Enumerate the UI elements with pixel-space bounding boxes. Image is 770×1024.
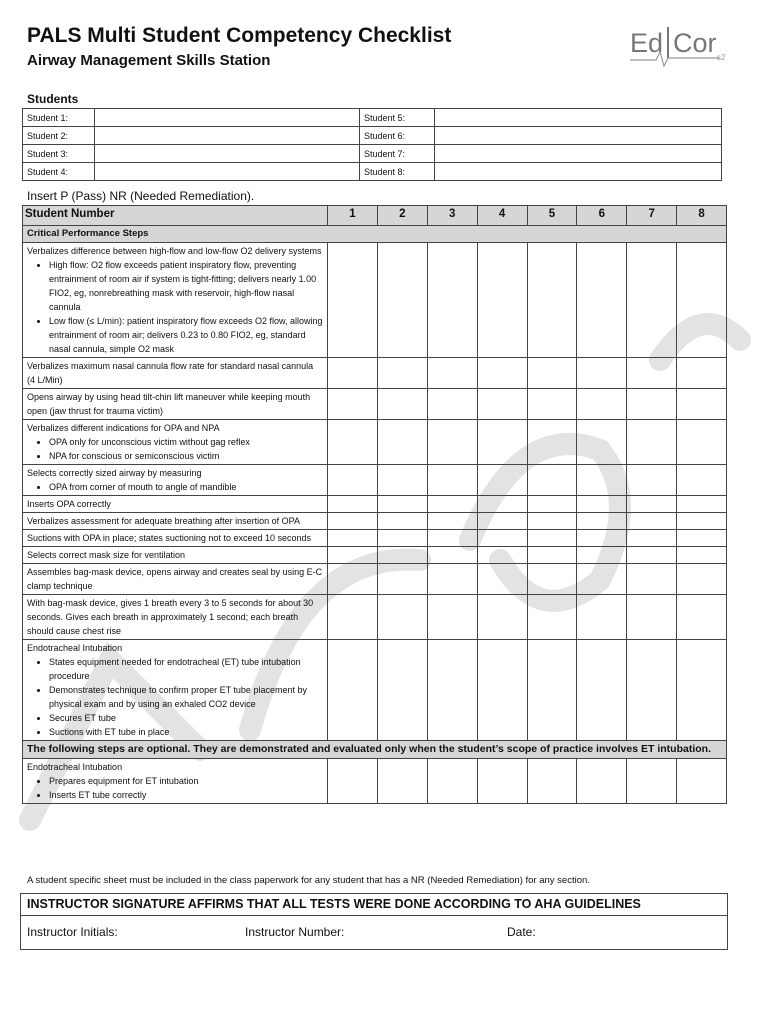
grade-cell[interactable]	[577, 358, 627, 389]
grade-cell[interactable]	[477, 564, 527, 595]
page-subtitle: Airway Management Skills Station	[27, 52, 271, 69]
step-text: Verbalizes maximum nasal cannula flow rate for standard nasal cannula (4 L/Min)	[27, 361, 314, 385]
student-column-header: 1	[328, 206, 378, 226]
grade-cell[interactable]	[427, 640, 477, 741]
checklist-step-row	[23, 243, 727, 358]
grade-cell[interactable]	[427, 389, 477, 420]
grade-cell[interactable]	[677, 358, 727, 389]
grade-cell[interactable]	[577, 547, 627, 564]
instructor-number-field[interactable]: Instructor Number:	[245, 925, 345, 939]
grade-cell[interactable]	[328, 358, 378, 389]
students-row	[23, 163, 722, 181]
page-title: PALS Multi Student Competency Checklist	[27, 24, 452, 47]
step-bullet: • States equipment needed for endotracheal (ET) tube intubation procedure	[49, 655, 323, 683]
step-text: Endotracheal Intubation	[27, 643, 123, 653]
step-text: Assembles bag-mask device, opens airway and creates seal by using E-C clamp technique	[27, 567, 323, 591]
grade-cell[interactable]	[527, 358, 577, 389]
grade-cell[interactable]	[328, 530, 378, 547]
grade-cell[interactable]	[677, 595, 727, 640]
grade-cell[interactable]	[427, 564, 477, 595]
grade-cell[interactable]	[627, 640, 677, 741]
logo-suffix: s2	[717, 53, 726, 62]
grade-cell[interactable]	[377, 420, 427, 465]
grade-cell[interactable]	[677, 640, 727, 741]
student-label: Student 1:	[23, 109, 95, 127]
grade-cell[interactable]	[677, 759, 727, 804]
grade-cell[interactable]	[527, 530, 577, 547]
grade-cell[interactable]	[627, 595, 677, 640]
grade-cell[interactable]	[377, 513, 427, 530]
step-description	[23, 420, 328, 465]
optional-row	[23, 741, 727, 759]
grade-cell[interactable]	[477, 640, 527, 741]
student-name-field[interactable]	[435, 145, 722, 163]
step-text: Selects correct mask size for ventilation	[27, 550, 186, 560]
students-row	[23, 145, 722, 163]
instructor-signature-box	[20, 893, 728, 950]
student-number-header: Student Number	[23, 206, 328, 226]
step-bullet: • Low flow (≤ L/min): patient inspiratory flow exceeds O2 flow, allowing entrainment of room air; delivers 0.23 to 0.80 FIO2, eg, standard nasal cannula, simple O2 mask	[49, 314, 323, 356]
student-label: Student 7:	[360, 145, 435, 163]
grade-cell[interactable]	[477, 547, 527, 564]
grade-cell[interactable]	[527, 595, 577, 640]
grade-cell[interactable]	[477, 358, 527, 389]
grade-cell[interactable]	[377, 465, 427, 496]
edcor-logo	[628, 22, 732, 70]
grade-cell[interactable]	[677, 496, 727, 513]
grading-instruction: Insert P (Pass) NR (Needed Remediation).	[27, 189, 255, 203]
grade-cell[interactable]	[328, 496, 378, 513]
grade-cell[interactable]	[577, 640, 627, 741]
grade-cell[interactable]	[477, 243, 527, 358]
step-text: Verbalizes different indications for OPA and NPA	[27, 423, 220, 433]
grade-cell[interactable]	[577, 465, 627, 496]
grade-cell[interactable]	[577, 496, 627, 513]
grade-cell[interactable]	[328, 759, 378, 804]
grade-cell[interactable]	[328, 640, 378, 741]
grade-cell[interactable]	[677, 465, 727, 496]
grade-cell[interactable]	[427, 547, 477, 564]
students-table	[22, 108, 722, 181]
student-number-header-row	[23, 206, 727, 226]
grade-cell[interactable]	[477, 420, 527, 465]
grade-cell[interactable]	[627, 420, 677, 465]
grade-cell[interactable]	[577, 530, 627, 547]
grade-cell[interactable]	[527, 243, 577, 358]
grade-cell[interactable]	[427, 530, 477, 547]
instructor-initials-field[interactable]: Instructor Initials:	[27, 925, 118, 939]
students-row	[23, 127, 722, 145]
grade-cell[interactable]	[427, 243, 477, 358]
grade-cell[interactable]	[377, 547, 427, 564]
grade-cell[interactable]	[377, 640, 427, 741]
grade-cell[interactable]	[328, 465, 378, 496]
grade-cell[interactable]	[377, 496, 427, 513]
grade-cell[interactable]	[427, 465, 477, 496]
grade-cell[interactable]	[427, 513, 477, 530]
step-text: Selects correctly sized airway by measuring	[27, 468, 202, 478]
date-field[interactable]: Date:	[507, 925, 536, 939]
grade-cell[interactable]	[427, 420, 477, 465]
step-bullet: • Prepares equipment for ET intubation	[49, 774, 323, 788]
grade-cell[interactable]	[677, 243, 727, 358]
checklist-step-row	[23, 547, 727, 564]
grade-cell[interactable]	[328, 389, 378, 420]
student-label: Student 4:	[23, 163, 95, 181]
grade-cell[interactable]	[477, 759, 527, 804]
grade-cell[interactable]	[627, 243, 677, 358]
grade-cell[interactable]	[577, 759, 627, 804]
checklist-step-row	[23, 389, 727, 420]
grade-cell[interactable]	[627, 547, 677, 564]
signature-affirmation-heading: INSTRUCTOR SIGNATURE AFFIRMS THAT ALL TESTS WERE DONE ACCORDING TO AHA GUIDELINES	[27, 897, 641, 911]
grade-cell[interactable]	[577, 595, 627, 640]
students-heading: Students	[27, 92, 79, 106]
grade-cell[interactable]	[477, 595, 527, 640]
grade-cell[interactable]	[577, 389, 627, 420]
grade-cell[interactable]	[677, 420, 727, 465]
student-label: Student 3:	[23, 145, 95, 163]
grade-cell[interactable]	[627, 389, 677, 420]
step-bullet: • High flow: O2 flow exceeds patient inspiratory flow, preventing entrainment of room air if system is tight-fitting; delivers nearly 1.00 FIO2, eg, nonrebreathing mask with reservoir, high-flow nasal cannula	[49, 258, 323, 314]
step-description	[23, 640, 328, 741]
grade-cell[interactable]	[527, 496, 577, 513]
grade-cell[interactable]	[527, 564, 577, 595]
grade-cell[interactable]	[527, 513, 577, 530]
grade-cell[interactable]	[627, 759, 677, 804]
grade-cell[interactable]	[627, 513, 677, 530]
grade-cell[interactable]	[328, 243, 378, 358]
grade-cell[interactable]	[527, 389, 577, 420]
student-label: Student 6:	[360, 127, 435, 145]
grade-cell[interactable]	[577, 420, 627, 465]
grade-cell[interactable]	[477, 496, 527, 513]
grade-cell[interactable]	[377, 530, 427, 547]
step-bullet: • OPA from corner of mouth to angle of mandible	[49, 480, 323, 494]
grade-cell[interactable]	[577, 243, 627, 358]
grade-cell[interactable]	[677, 513, 727, 530]
grade-cell[interactable]	[377, 358, 427, 389]
grade-cell[interactable]	[377, 759, 427, 804]
step-description	[23, 465, 328, 496]
grade-cell[interactable]	[677, 564, 727, 595]
checklist-step-row	[23, 595, 727, 640]
grade-cell[interactable]	[527, 759, 577, 804]
student-name-field[interactable]	[95, 109, 360, 127]
student-column-header: 2	[377, 206, 427, 226]
step-text: Verbalizes assessment for adequate breathing after insertion of OPA	[27, 516, 300, 526]
grade-cell[interactable]	[427, 496, 477, 513]
grade-cell[interactable]	[477, 465, 527, 496]
grade-cell[interactable]	[627, 564, 677, 595]
grade-cell[interactable]	[527, 420, 577, 465]
grade-cell[interactable]	[328, 420, 378, 465]
competency-checklist-table	[22, 205, 727, 804]
step-description	[23, 595, 328, 640]
student-name-field[interactable]	[435, 109, 722, 127]
step-text: Inserts OPA correctly	[27, 499, 111, 509]
grade-cell[interactable]	[377, 243, 427, 358]
grade-cell[interactable]	[577, 513, 627, 530]
step-text: Endotracheal Intubation	[27, 762, 123, 772]
grade-cell[interactable]	[527, 640, 577, 741]
grade-cell[interactable]	[577, 564, 627, 595]
step-description	[23, 358, 328, 389]
grade-cell[interactable]	[527, 465, 577, 496]
remediation-footnote: A student specific sheet must be included in the class paperwork for any student that has a NR (Needed Remediation) for any section.	[27, 875, 590, 886]
grade-cell[interactable]	[677, 547, 727, 564]
student-name-field[interactable]	[95, 163, 360, 181]
step-text: Verbalizes difference between high-flow and low-flow O2 delivery systems	[27, 246, 322, 256]
grade-cell[interactable]	[627, 358, 677, 389]
checklist-step-row	[23, 530, 727, 547]
student-column-header: 7	[627, 206, 677, 226]
step-description	[23, 547, 328, 564]
step-description	[23, 496, 328, 513]
step-bullet: • Demonstrates technique to confirm proper ET tube placement by physical exam and by using an exhaled CO2 device	[49, 683, 323, 711]
step-description	[23, 513, 328, 530]
grade-cell[interactable]	[328, 564, 378, 595]
grade-cell[interactable]	[427, 759, 477, 804]
step-description	[23, 530, 328, 547]
grade-cell[interactable]	[677, 530, 727, 547]
grade-cell[interactable]	[477, 530, 527, 547]
step-description	[23, 759, 328, 804]
grade-cell[interactable]	[627, 496, 677, 513]
grade-cell[interactable]	[627, 530, 677, 547]
student-column-header: 5	[527, 206, 577, 226]
step-bullet: • Inserts ET tube correctly	[49, 788, 323, 802]
student-label: Student 8:	[360, 163, 435, 181]
grade-cell[interactable]	[377, 595, 427, 640]
section-row	[23, 226, 727, 243]
grade-cell[interactable]	[627, 465, 677, 496]
checklist-step-row	[23, 564, 727, 595]
grade-cell[interactable]	[377, 389, 427, 420]
grade-cell[interactable]	[477, 389, 527, 420]
grade-cell[interactable]	[677, 389, 727, 420]
step-text: With bag-mask device, gives 1 breath every 3 to 5 seconds for about 30 seconds. Gives each breath in approximately 1 second; each breath should cause chest rise	[27, 598, 314, 636]
step-text: Opens airway by using head tilt-chin lift maneuver while keeping mouth open (jaw thrust for trauma victim)	[27, 392, 311, 416]
logo-text-ed: Ed	[630, 28, 664, 58]
grade-cell[interactable]	[328, 547, 378, 564]
student-column-header: 3	[427, 206, 477, 226]
grade-cell[interactable]	[377, 564, 427, 595]
section-label: Critical Performance Steps	[23, 226, 727, 243]
student-column-header: 4	[477, 206, 527, 226]
checklist-step-row	[23, 358, 727, 389]
grade-cell[interactable]	[328, 513, 378, 530]
step-bullet: • NPA for conscious or semiconscious victim	[49, 449, 323, 463]
student-column-header: 8	[677, 206, 727, 226]
students-row	[23, 109, 722, 127]
step-bullet: • OPA only for unconscious victim without gag reflex	[49, 435, 323, 449]
optional-label: The following steps are optional. They are demonstrated and evaluated only when the student’s scope of practice involves ET intubation.	[23, 741, 727, 759]
grade-cell[interactable]	[477, 513, 527, 530]
step-description	[23, 564, 328, 595]
step-text: Suctions with OPA in place; states suctioning not to exceed 10 seconds	[27, 533, 312, 543]
checklist-step-row	[23, 759, 727, 804]
step-description	[23, 243, 328, 358]
step-bullet: • Secures ET tube	[49, 711, 323, 725]
checklist-step-row	[23, 420, 727, 465]
student-name-field[interactable]	[435, 127, 722, 145]
grade-cell[interactable]	[427, 595, 477, 640]
student-label: Student 2:	[23, 127, 95, 145]
step-description	[23, 389, 328, 420]
student-name-field[interactable]	[435, 163, 722, 181]
checklist-step-row	[23, 496, 727, 513]
student-name-field[interactable]	[95, 145, 360, 163]
student-name-field[interactable]	[95, 127, 360, 145]
grade-cell[interactable]	[527, 547, 577, 564]
checklist-step-row	[23, 640, 727, 741]
logo-text-cor: Cor	[673, 28, 717, 58]
student-label: Student 5:	[360, 109, 435, 127]
step-bullet: • Suctions with ET tube in place	[49, 725, 323, 739]
checklist-step-row	[23, 513, 727, 530]
grade-cell[interactable]	[427, 358, 477, 389]
grade-cell[interactable]	[328, 595, 378, 640]
student-column-header: 6	[577, 206, 627, 226]
checklist-step-row	[23, 465, 727, 496]
